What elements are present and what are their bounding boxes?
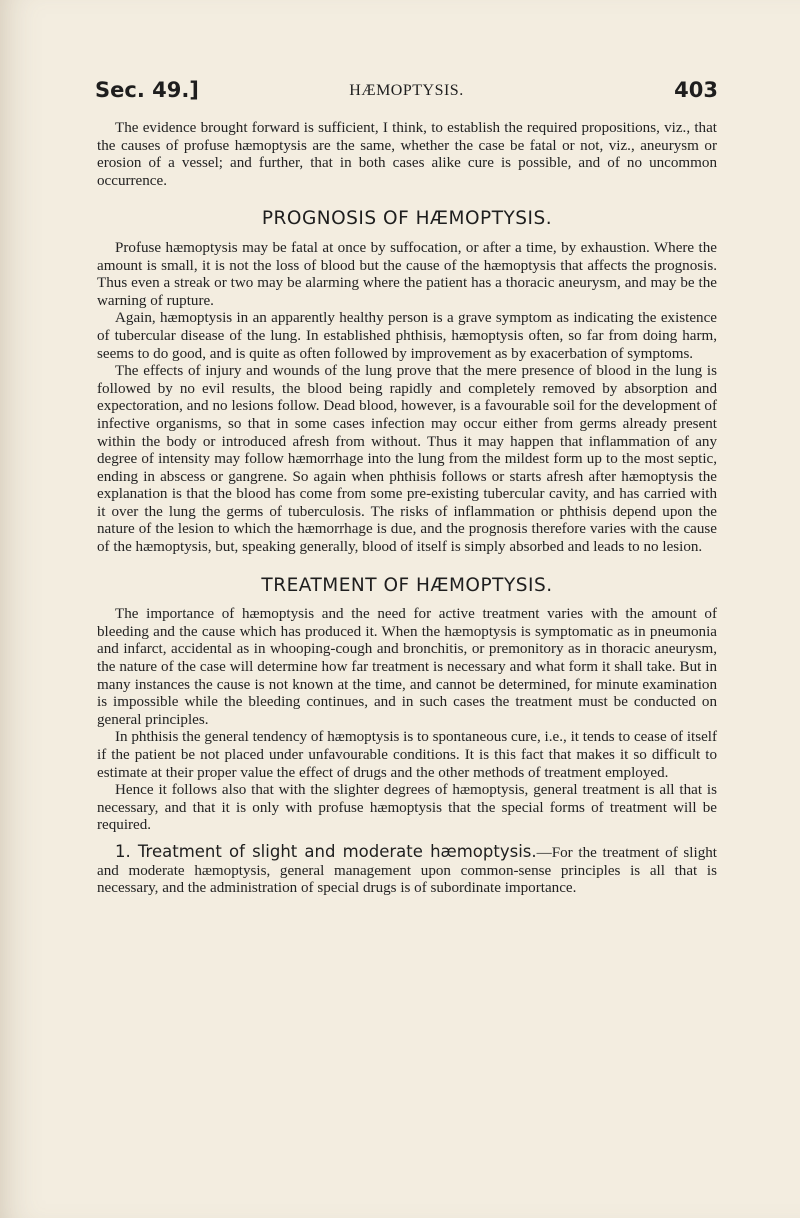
section-label: Sec. 49.] [95,78,199,102]
page-header [95,66,718,106]
intro-paragraph: The evidence brought forward is sufficient, I think, to establish the required propositions, viz., that the causes of profuse hæmoptysis are the same, whether the case be fatal or not, viz., aneurysm or erosion of a vessel; and further, that in both cases alike cure is possible, and of no uncommon occurrence. [97,120,717,189]
treatment-paragraph: Hence it follows also that with the slighter degrees of hæmoptysis, general treatment is all that is necessary, and that it is only with profuse hæmoptysis that the special forms of treatment will be required. [97,782,717,834]
treatment-paragraph: In phthisis the general tendency of hæmoptysis is to spontaneous cure, i.e., it tends to cease of itself if the patient be not placed under unfavourable conditions. It is this fact that makes it so difficult to estimate at their proper value the effect of drugs and the other methods of treatment employed. [97,729,717,781]
page-body [97,120,717,898]
running-title: HÆMOPTYSIS. [349,82,464,99]
page-number: 403 [674,78,718,102]
subsection-title: 1. Treatment of slight and moderate hæmoptysis. [115,841,537,861]
prognosis-paragraph: Again, hæmoptysis in an apparently healthy person is a grave symptom as indicating the existence of tubercular disease of the lung. In established phthisis, hæmoptysis often, so far from doing harm, seems to do good, and is quite as often followed by improvement as by exacerbation of symptoms. [97,310,717,362]
prognosis-paragraph: The effects of injury and wounds of the lung prove that the mere presence of blood in the lung is followed by no evil results, the blood being rapidly and completely removed by absorption and expectoration, and no lesions follow. Dead blood, however, is a favourable soil for the development of infective organisms, so that in some cases infection may occur either from germs already present within the body or introduced afresh from without. Thus it may happen that inflammation of any degree of intensity may follow hæmorrhage into the lung from the mildest form up to the most septic, ending in abscess or gangrene. So again when phthisis follows or starts afresh after hæmoptysis the explanation is that the blood has come from some pre-existing tubercular cavity, and has carried with it over the lung the germs of tuberculosis. The risks of inflammation or phthisis depend upon the nature of the lesion to which the hæmorrhage is due, and the prognosis therefore varies with the cause of the hæmoptysis, but, speaking generally, blood of itself is simply absorbed and leads to no lesion. [97,363,717,556]
subsection-paragraph [97,843,717,898]
subsection-text: —For the treatment of slight and moderate hæmoptysis, general management upon common-sense principles is all that is necessary, and the administration of special drugs is of subordinate importance. [97,844,717,897]
treatment-heading: TREATMENT OF HÆMOPTYSIS. [261,574,553,596]
treatment-paragraph: The importance of hæmoptysis and the need for active treatment varies with the amount of bleeding and the cause which has produced it. When the hæmoptysis is symptomatic as in pneumonia and infarct, accidental as in whooping-cough and bronchitis, or premonitory as in thoracic aneurysm, the nature of the case will determine how far treatment is necessary and what form it shall take. But in many instances the cause is not known at the time, and cannot be determined, for minute examination is impossible while the bleeding continues, and in such cases the treatment must be conducted on general principles. [97,606,717,728]
prognosis-heading: PROGNOSIS OF HÆMOPTYSIS. [261,208,553,230]
prognosis-paragraph: Profuse hæmoptysis may be fatal at once by suffocation, or after a time, by exhaustion. Where the amount is small, it is not the loss of blood but the cause of the hæmoptysis that affects the prognosis. Thus even a streak or two may be alarming where the patient has a thoracic aneurysm, and may be the warning of rupture. [97,239,717,309]
